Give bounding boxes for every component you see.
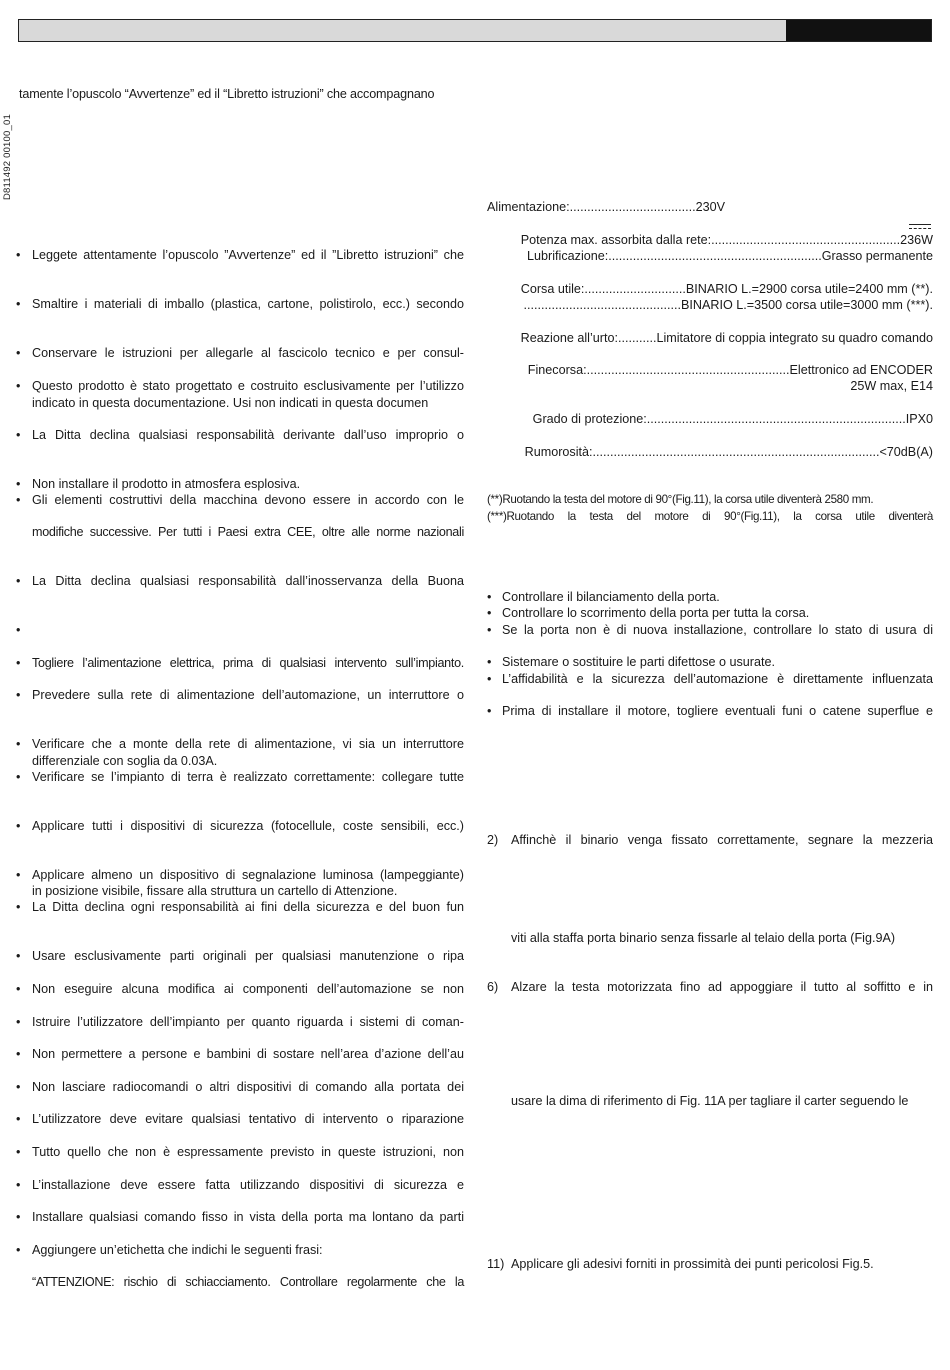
check-text: Controllare lo scorrimento della porta per tutta la corsa. — [502, 606, 810, 620]
bullet: • — [16, 346, 21, 360]
warning-item — [16, 1242, 464, 1259]
warning-item — [16, 427, 464, 444]
bullet: • — [16, 900, 21, 914]
check-item — [487, 654, 933, 671]
check-item — [487, 622, 933, 639]
warning-text: Questo prodotto è stato progettato e costruito esclusivamente per l’utilizzo — [32, 379, 464, 393]
spec-protezione: Grado di protezione:..........................................................................IPX0 — [532, 412, 933, 426]
check-item — [487, 671, 933, 688]
spec-rumorosita: Rumorosità:..................................................................................<70dB(A) — [524, 445, 933, 459]
warning-text: Istruire l’utilizzatore dell’impianto per quanto riguarda i sistemi di coman- — [32, 1015, 464, 1029]
step-text: viti alla staffa porta binario senza fissarle al telaio della porta (Fig.9A) — [511, 931, 896, 945]
bullet: • — [487, 606, 492, 620]
bullet: • — [16, 737, 21, 751]
warning-item — [16, 1209, 464, 1226]
bullet: • — [16, 868, 21, 882]
warning-item — [16, 948, 464, 965]
bullet: • — [16, 1210, 21, 1224]
step-number: 11) — [487, 1257, 505, 1271]
spec-finecorsa: Finecorsa:..........................................................Elettronico ad ENCODER — [527, 363, 933, 377]
warning-text: indicato in questa documentazione. Usi non indicati in questa documen — [32, 396, 429, 410]
bullet: • — [487, 704, 492, 718]
step-text: usare la dima di riferimento di Fig. 11A per tagliare il carter seguendo le — [511, 1094, 909, 1108]
warning-item — [16, 345, 464, 362]
warning-item-continuation — [16, 883, 464, 900]
bullet: • — [16, 1080, 21, 1094]
warning-item — [16, 1014, 464, 1031]
check-item — [487, 589, 933, 606]
bullet: • — [16, 688, 21, 702]
bullet: • — [16, 1015, 21, 1029]
check-text: Prima di installare il motore, togliere eventuali funi o catene superflue e — [502, 704, 933, 718]
warning-text: La Ditta declina ogni responsabilità ai fini della sicurezza e del buon fun — [32, 900, 464, 914]
bullet: • — [16, 1047, 21, 1061]
doc-code-text: D811492 00100_01 — [2, 114, 13, 200]
warning-item — [16, 476, 464, 493]
warning-text: Non eseguire alcuna modifica ai componenti dell’automazione se non — [32, 982, 464, 996]
note-corsa-2: (***)Ruotando la testa del motore di 90°(Fig.11), la corsa utile diventerà — [487, 510, 933, 523]
warning-text: Conservare le istruzioni per allegarle al fascicolo tecnico e per consul- — [32, 346, 464, 360]
check-text: Controllare il bilanciamento della porta. — [502, 590, 720, 604]
bullet: • — [487, 672, 492, 686]
warning-text: in posizione visibile, fissare alla struttura un cartello di Attenzione. — [32, 884, 398, 898]
bullet: • — [16, 1243, 21, 1257]
bullet: • — [16, 819, 21, 833]
warning-text: Leggete attentamente l’opuscolo ”Avvertenze” ed il ”Libretto istruzioni” che — [32, 248, 464, 262]
warning-item-continuation — [16, 395, 464, 412]
warning-text: modifiche successive. Per tutti i Paesi extra CEE, oltre alle norme nazionali — [32, 525, 464, 539]
bullet: • — [16, 1178, 21, 1192]
warning-item-continuation — [16, 524, 464, 541]
warning-text: L’utilizzatore deve evitare qualsiasi tentativo di intervento o riparazione — [32, 1112, 464, 1126]
warning-item — [16, 247, 464, 264]
warning-item — [16, 1144, 464, 1161]
check-text: Se la porta non è di nuova installazione, controllare lo stato di usura di — [502, 623, 933, 637]
doc-code — [1, 110, 15, 200]
intro-text: tamente l’opuscolo “Avvertenze” ed il “Libretto istruzioni” che accompagnano — [19, 87, 435, 101]
bullet: • — [16, 623, 21, 637]
spec-corsa-1: Corsa utile:.............................BINARIO L.=2900 corsa utile=2400 mm (**). — [520, 282, 933, 296]
warning-text: Non permettere a persone e bambini di sostare nell’area d’azione dell’au — [32, 1047, 464, 1061]
warning-item — [16, 1046, 464, 1063]
warning-text: Smaltire i materiali di imballo (plastica, cartone, polistirolo, ecc.) secondo — [32, 297, 464, 311]
warning-text: “ATTENZIONE: rischio di schiacciamento. Controllare regolarmente che la — [32, 1275, 464, 1289]
note-corsa-1: (**)Ruotando la testa del motore di 90°(Fig.11), la corsa utile diventerà 2580 mm. — [487, 493, 874, 506]
warning-item — [16, 1111, 464, 1128]
step-number: 2) — [487, 833, 499, 847]
spec-potenza: Potenza max. assorbita dalla rete:......................................................236W — [520, 233, 933, 247]
check-item — [487, 605, 933, 622]
bullet: • — [16, 477, 21, 491]
bullet: • — [16, 949, 21, 963]
warning-text: Verificare se l’impianto di terra è realizzato correttamente: collegare tutte — [32, 770, 464, 784]
spec-corsa-2: .............................................BINARIO L.=3500 corsa utile=3000 mm (***). — [523, 298, 933, 312]
warning-item — [16, 818, 464, 835]
bullet: • — [16, 982, 21, 996]
warning-item — [16, 769, 464, 786]
warning-text: La Ditta declina qualsiasi responsabilità derivante dall’uso improprio o — [32, 428, 464, 442]
bullet: • — [487, 655, 492, 669]
warning-item — [16, 492, 464, 509]
check-text: L’affidabilità e la sicurezza dell’automazione è direttamente influenzata — [502, 672, 933, 686]
warning-item — [16, 1177, 464, 1194]
spec-alimentazione: Alimentazione:....................................230V — [487, 200, 725, 214]
warning-text: Aggiungere un’etichetta che indichi le seguenti frasi: — [32, 1243, 323, 1257]
warning-item — [16, 736, 464, 753]
bullet: • — [16, 493, 21, 507]
warning-text: Applicare tutti i dispositivi di sicurezza (fotocellule, coste sensibili, ecc.) — [32, 819, 464, 833]
step-number: 6) — [487, 980, 499, 994]
bullet: • — [16, 248, 21, 262]
warning-item — [16, 573, 464, 590]
warning-item — [16, 378, 464, 395]
warning-text: Installare qualsiasi comando fisso in vista della porta ma lontano da parti — [32, 1210, 464, 1224]
warning-text: differenziale con soglia da 0.03A. — [32, 754, 218, 768]
warning-item-continuation — [16, 753, 464, 770]
warning-item — [16, 655, 464, 672]
spec-lubrificazione: Lubrificazione:.............................................................Grasso permanente — [527, 249, 933, 263]
bullet: • — [16, 379, 21, 393]
warning-text: Usare esclusivamente parti originali per qualsiasi manutenzione o ripa — [32, 949, 464, 963]
warning-text: Verificare che a monte della rete di alimentazione, vi sia un interruttore — [32, 737, 464, 751]
warning-item — [16, 687, 464, 704]
warning-text: Non lasciare radiocomandi o altri dispositivi di comando alla portata dei — [32, 1080, 464, 1094]
bullet: • — [487, 623, 492, 637]
spec-lampada: 25W max, E14 — [850, 379, 933, 393]
header-dark-block — [786, 20, 931, 41]
warning-item — [16, 1079, 464, 1096]
bullet: • — [16, 770, 21, 784]
step-text: Applicare gli adesivi forniti in prossimità dei punti pericolosi Fig.5. — [511, 1257, 874, 1271]
spec-reazione: Reazione all’urto:...........Limitatore di coppia integrato su quadro comando — [520, 331, 933, 345]
bullet: • — [16, 428, 21, 442]
header-bar — [18, 19, 932, 42]
warning-text: Prevedere sulla rete di alimentazione dell’automazione, un interruttore o — [32, 688, 464, 702]
bullet: • — [16, 1112, 21, 1126]
check-item — [487, 703, 933, 720]
warning-text: L’installazione deve essere fatta utilizzando dispositivi di sicurezza e — [32, 1178, 464, 1192]
bullet: • — [16, 574, 21, 588]
step-text: Alzare la testa motorizzata fino ad appoggiare il tutto al soffitto e in — [511, 980, 933, 994]
warning-text: Gli elementi costruttivi della macchina devono essere in accordo con le — [32, 493, 464, 507]
warning-item-continuation — [16, 1274, 464, 1291]
bullet: • — [16, 656, 21, 670]
warning-item — [16, 867, 464, 884]
bullet: • — [487, 590, 492, 604]
warning-text: Applicare almeno un dispositivo di segnalazione luminosa (lampeggiante) — [32, 868, 464, 882]
warning-item — [16, 899, 464, 916]
check-text: Sistemare o sostituire le parti difettose o usurate. — [502, 655, 775, 669]
step-text: Affinchè il binario venga fissato correttamente, segnare la mezzeria — [511, 833, 933, 847]
warning-text: La Ditta declina qualsiasi responsabilità dall’inosservanza della Buona — [32, 574, 464, 588]
warning-text: Non installare il prodotto in atmosfera esplosiva. — [32, 477, 301, 491]
warning-item — [16, 981, 464, 998]
bullet: • — [16, 1145, 21, 1159]
warning-text: Tutto quello che non è espressamente previsto in queste istruzioni, non — [32, 1145, 464, 1159]
bullet: • — [16, 297, 21, 311]
warning-item — [16, 296, 464, 313]
warning-text: Togliere l’alimentazione elettrica, prima di qualsiasi intervento sull’impianto. — [32, 656, 464, 670]
